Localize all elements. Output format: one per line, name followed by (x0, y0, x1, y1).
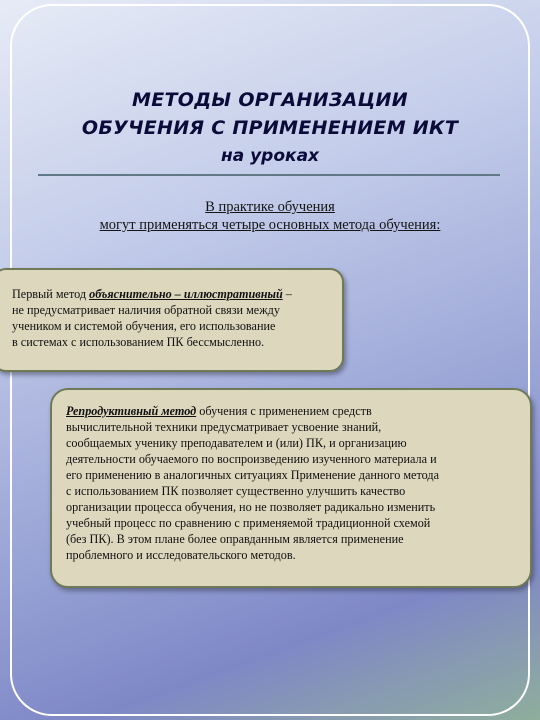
method-2-line: (без ПК). В этом плане более оправданным является применение (66, 532, 404, 546)
title-line-2: ОБУЧЕНИЯ С ПРИМЕНЕНИЕМ ИКТ (81, 117, 459, 139)
method-2-term: Репродуктивный метод (66, 404, 197, 418)
method-2-line: сообщаемых ученику преподавателем и (или) ПК, и организацию (66, 436, 407, 450)
method-1-first-line (12, 286, 334, 302)
method-1-prefix: Первый метод (12, 287, 90, 301)
method-1-line: не предусматривает наличия обратной связи между (12, 303, 280, 317)
intro-line-2: могут применяться четыре основных метода обучения: (99, 217, 441, 233)
method-1-box (0, 268, 344, 372)
method-1-suffix: – (282, 287, 292, 301)
method-1-line: учеником и системой обучения, его использование (12, 319, 276, 333)
method-2-line: проблемного и исследовательского методов. (66, 548, 296, 562)
method-2-line: его применению в аналогичных ситуациях Применение данного метода (66, 468, 439, 482)
method-2-line: организации процесса обучения, но не позволяет радикально изменить (66, 500, 436, 514)
method-1-term: объяснительно – иллюстративный (89, 287, 283, 301)
method-2-first-line (66, 403, 520, 419)
title-divider (38, 174, 500, 176)
method-2-line: с использованием ПК позволяет существенно улучшить качество (66, 484, 406, 498)
method-1-line: в системах с использованием ПК бессмысленно. (12, 335, 265, 349)
method-2-line: учебный процесс по сравнению с применяемой традиционной схемой (66, 516, 431, 530)
method-2-suffix: обучения с применением средств (196, 404, 372, 418)
intro-line-1: В практике обучения (205, 199, 335, 215)
title-line-3: на уроках (220, 146, 320, 166)
method-2-line: вычислительной техники предусматривает усвоение знаний, (66, 420, 382, 434)
method-2-box (50, 388, 532, 588)
method-2-line: деятельности обучаемого по воспроизведению изученного материала и (66, 452, 437, 466)
intro-text (30, 198, 510, 234)
slide-title (30, 86, 510, 169)
title-line-1: МЕТОДЫ ОРГАНИЗАЦИИ (132, 89, 408, 111)
